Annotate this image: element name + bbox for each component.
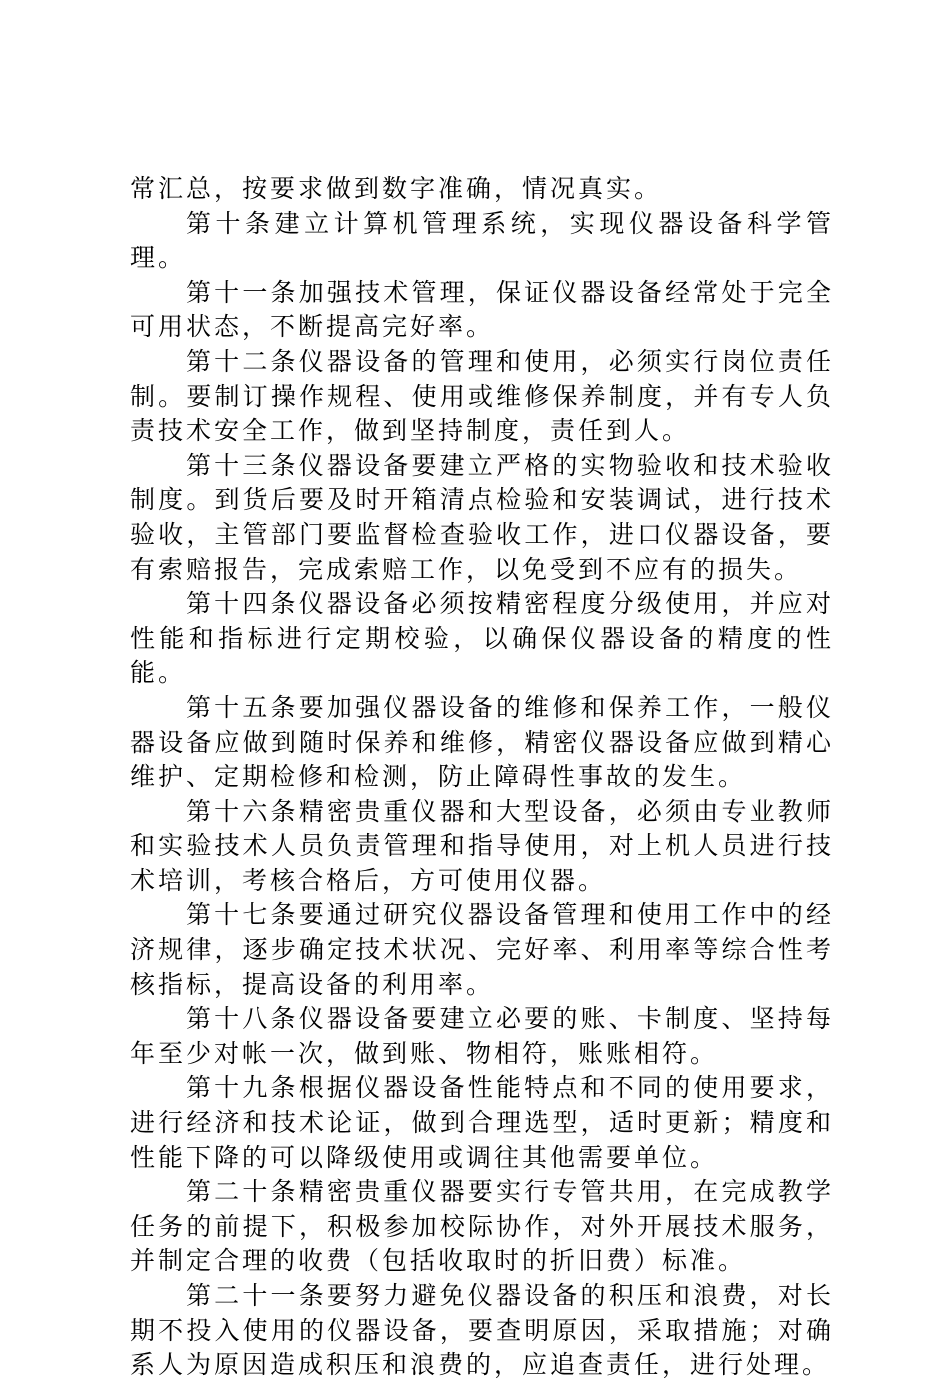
article-14: 第十四条仪器设备必须按精密程度分级使用，并应对性能和指标进行定期校验，以确保仪器设备的精度的性能。 bbox=[130, 589, 834, 688]
article-18: 第十八条仪器设备要建立必要的账、卡制度、坚持每年至少对帐一次，做到账、物相符，账账相符。 bbox=[130, 1004, 834, 1068]
article-21: 第二十一条要努力避免仪器设备的积压和浪费，对长期不投入使用的仪器设备，要查明原因，采取措施；对确系人为原因造成积压和浪费的，应追查责任，进行处理。 bbox=[130, 1281, 834, 1380]
article-16: 第十六条精密贵重仪器和大型设备，必须由专业教师和实验技术人员负责管理和指导使用，对上机人员进行技术培训，考核合格后，方可使用仪器。 bbox=[130, 796, 834, 895]
paragraph-continuation: 常汇总，按要求做到数字准确，情况真实。 bbox=[130, 174, 663, 203]
article-17: 第十七条要通过研究仪器设备管理和使用工作中的经济规律，逐步确定技术状况、完好率、利用率等综合性考核指标，提高设备的利用率。 bbox=[130, 900, 834, 999]
article-13: 第十三条仪器设备要建立严格的实物验收和技术验收制度。到货后要及时开箱清点检验和安装调试，进行技术验收，主管部门要监督检查验收工作，进口仪器设备，要有索赔报告，完成索赔工作，以免受到不应有的损失。 bbox=[130, 450, 834, 584]
article-20: 第二十条精密贵重仪器要实行专管共用，在完成教学任务的前提下，积极参加校际协作，对外开展技术服务，并制定合理的收费（包括收取时的折旧费）标准。 bbox=[130, 1177, 834, 1276]
article-10: 第十条建立计算机管理系统，实现仪器设备科学管理。 bbox=[130, 208, 834, 273]
article-15: 第十五条要加强仪器设备的维修和保养工作，一般仪器设备应做到随时保养和维修，精密仪器设备应做到精心维护、定期检修和检测，防止障碍性事故的发生。 bbox=[130, 692, 834, 792]
article-12: 第十二条仪器设备的管理和使用，必须实行岗位责任制。要制订操作规程、使用或维修保养制度，并有专人负责技术安全工作，做到坚持制度，责任到人。 bbox=[130, 346, 834, 446]
article-19: 第十九条根据仪器设备性能特点和不同的使用要求，进行经济和技术论证，做到合理选型，适时更新；精度和性能下降的可以降级使用或调往其他需要单位。 bbox=[130, 1073, 834, 1172]
document-page bbox=[130, 172, 834, 1383]
article-11: 第十一条加强技术管理，保证仪器设备经常处于完全可用状态，不断提高完好率。 bbox=[130, 277, 834, 342]
